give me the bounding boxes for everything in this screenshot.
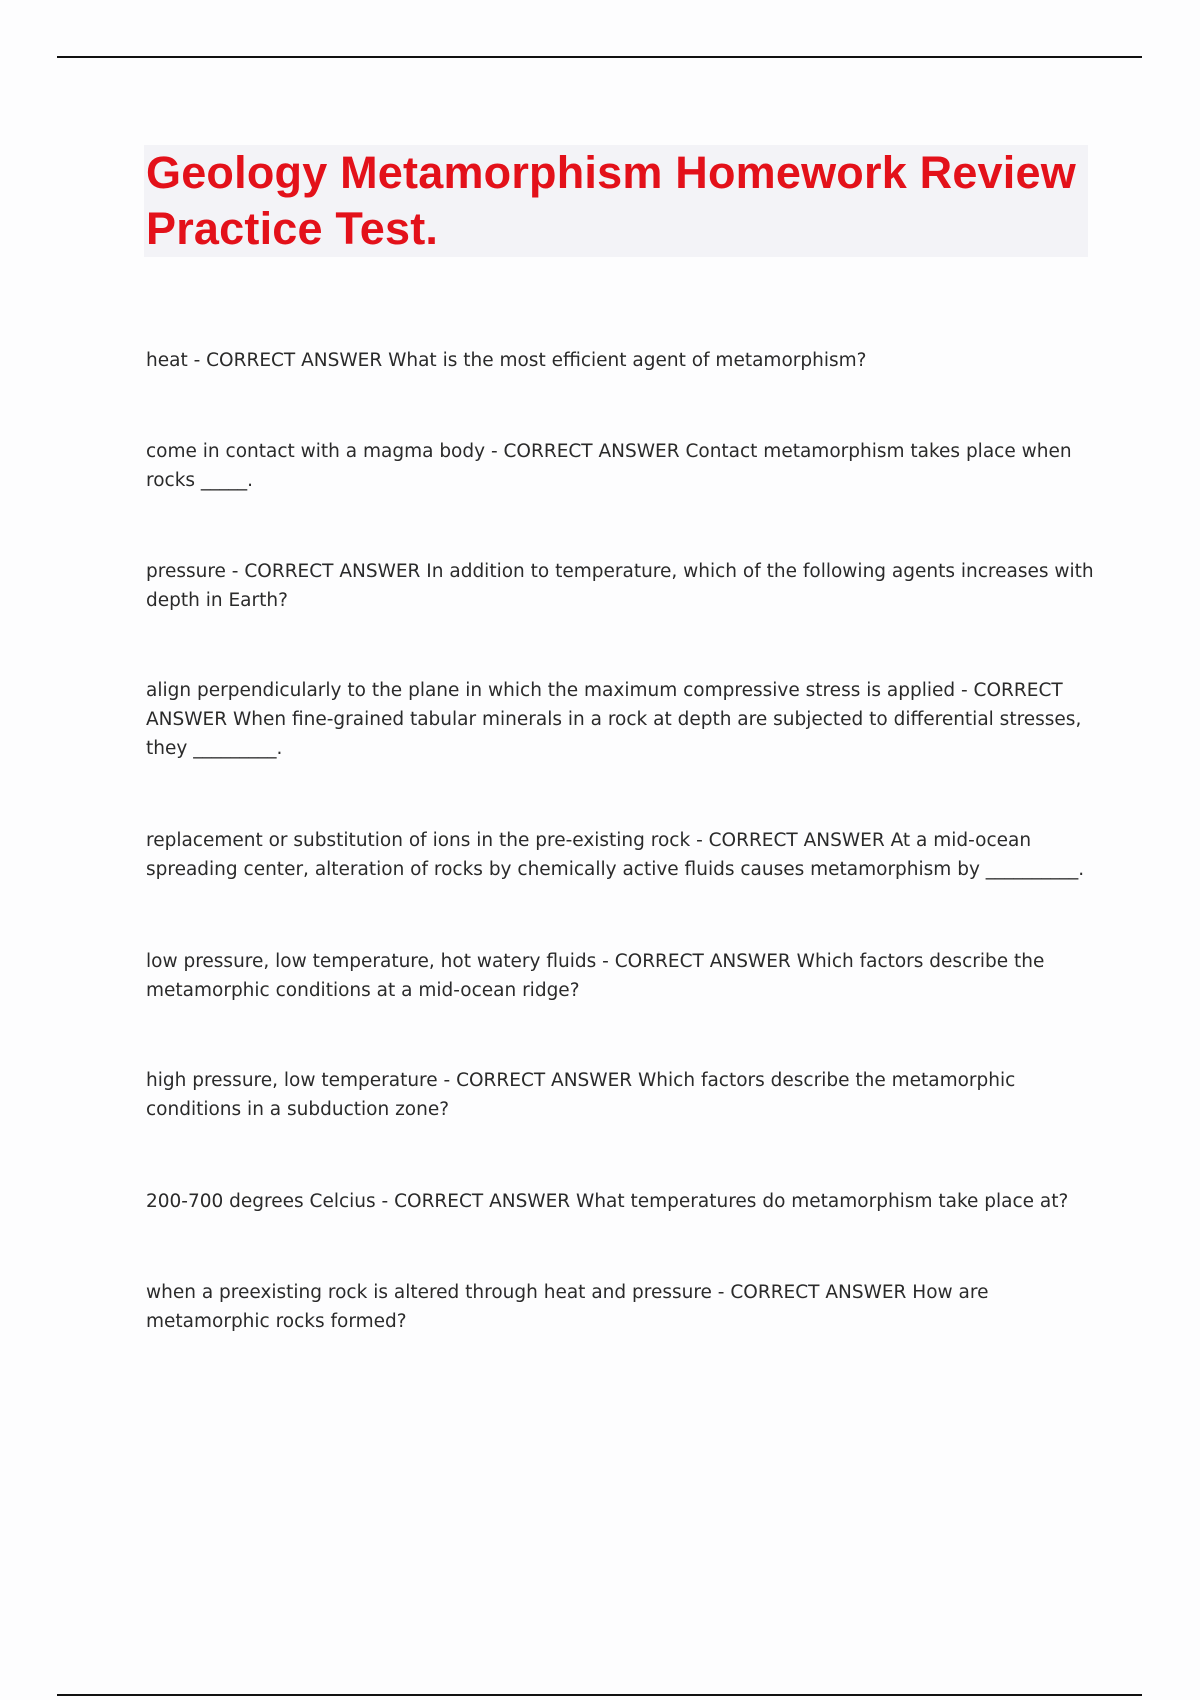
- qa-item: [146, 1187, 1096, 1216]
- qa-question: What is the most efficient agent of metamorphism?: [388, 350, 867, 371]
- qa-answer: come in contact with a magma body: [146, 441, 486, 462]
- qa-separator: - CORRECT ANSWER: [596, 951, 797, 972]
- qa-answer: pressure: [146, 561, 226, 582]
- qa-question: When fine-grained tabular minerals in a rock at depth are subjected to differential stresses, they _________.: [146, 709, 1082, 759]
- qa-question: Which factors describe the metamorphic conditions in a subduction zone?: [146, 1070, 1016, 1120]
- qa-separator: - CORRECT ANSWER: [711, 1282, 913, 1303]
- document-title: Geology Metamorphism Homework Review Practice Test.: [146, 147, 1076, 254]
- qa-separator: - CORRECT ANSWER: [225, 561, 427, 582]
- qa-separator: - CORRECT ANSWER: [375, 1191, 577, 1212]
- qa-item: [146, 557, 1096, 615]
- qa-answer: low pressure, low temperature, hot watery fluids: [146, 951, 597, 972]
- qa-question: At a mid-ocean spreading center, alteration of rocks by chemically active fluids causes metamorphism by __________.: [146, 830, 1085, 880]
- qa-answer: high pressure, low temperature: [146, 1070, 438, 1091]
- qa-separator: - CORRECT ANSWER: [690, 830, 891, 851]
- header-rule: [57, 56, 1142, 58]
- qa-item: [146, 676, 1096, 763]
- qa-item: [146, 947, 1096, 1005]
- qa-question: Which factors describe the metamorphic conditions at a mid-ocean ridge?: [146, 951, 1045, 1001]
- qa-separator: - CORRECT ANSWER: [485, 441, 686, 462]
- qa-separator: - CORRECT ANSWER: [187, 350, 389, 371]
- qa-question: Contact metamorphism takes place when rocks _____.: [146, 441, 1072, 491]
- qa-separator: - CORRECT ANSWER: [437, 1070, 639, 1091]
- footer-rule: [57, 1694, 1142, 1696]
- qa-answer: 200-700 degrees Celcius: [146, 1191, 376, 1212]
- qa-answer: replacement or substitution of ions in the pre-existing rock: [146, 830, 691, 851]
- qa-answer: heat: [146, 350, 188, 371]
- qa-question: What temperatures do metamorphism take place at?: [576, 1191, 1069, 1212]
- qa-answer: align perpendicularly to the plane in which the maximum compressive stress is applied: [146, 680, 956, 701]
- qa-question: In addition to temperature, which of the following agents increases with depth in Earth?: [146, 561, 1094, 611]
- qa-item: [146, 1066, 1096, 1124]
- qa-question: How are metamorphic rocks formed?: [146, 1282, 989, 1332]
- qa-item: [146, 437, 1096, 495]
- qa-item: [146, 346, 1096, 375]
- qa-item: [146, 826, 1096, 884]
- qa-separator: - CORRECT ANSWER: [146, 680, 1063, 730]
- qa-answer: when a preexisting rock is altered through heat and pressure: [146, 1282, 712, 1303]
- qa-item: [146, 1278, 1096, 1336]
